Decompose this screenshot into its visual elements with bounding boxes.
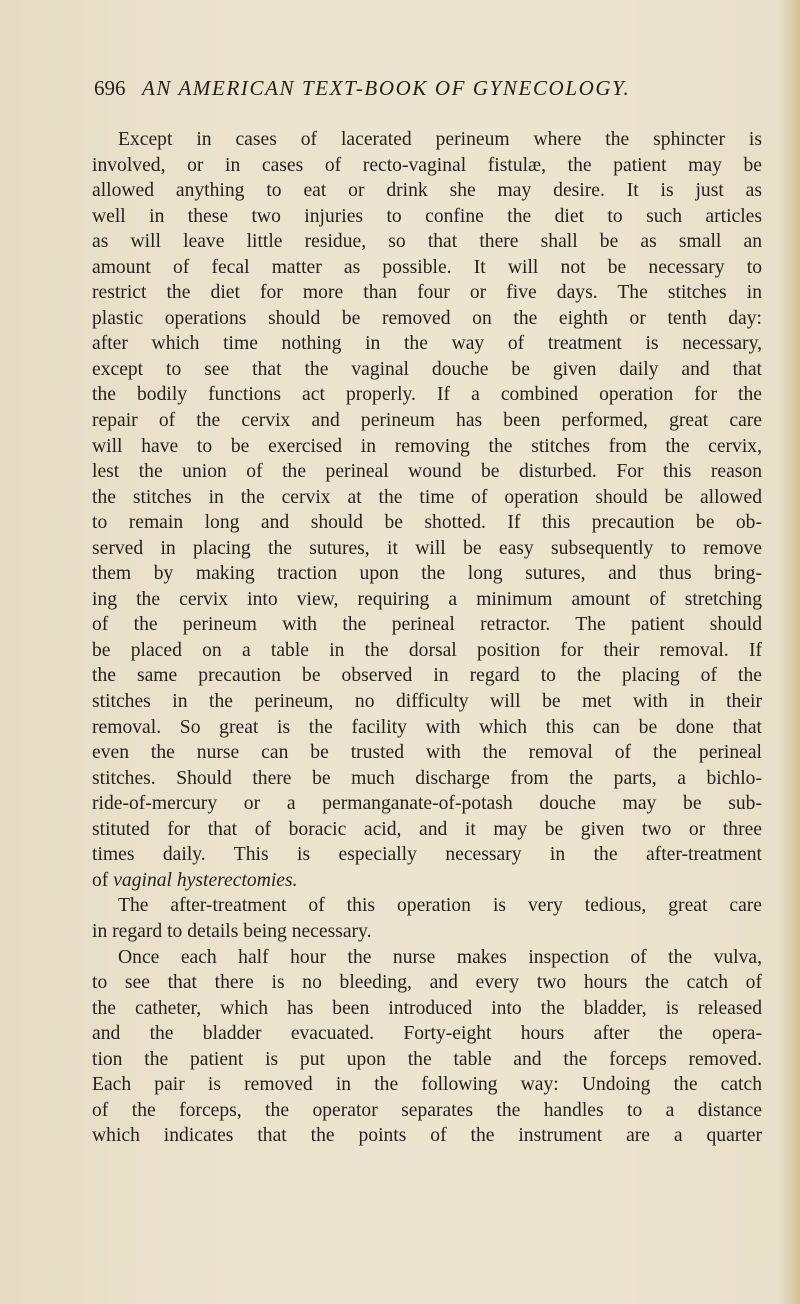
text-line: The after-treatment of this operation is very tedious, great care — [118, 895, 762, 917]
text-line: in regard to details being necessary. — [92, 920, 372, 942]
text-line: after which time nothing in the way of treatment is necessary, — [92, 333, 762, 355]
text-line: as will leave little residue, so that there shall be as small an — [92, 231, 762, 253]
text-line: ing the cervix into view, requiring a minimum amount of stretching — [92, 588, 762, 610]
text-line: of the forceps, the operator separates the handles to a distance — [92, 1099, 762, 1121]
text-line: repair of the cervix and perineum has been performed, great care — [92, 410, 762, 432]
page-edge-shadow — [778, 0, 800, 1304]
text-line: restrict the diet for more than four or five days. The stitches in — [92, 282, 762, 304]
running-header — [94, 76, 734, 101]
text-line: times daily. This is especially necessary in the after-treatment — [92, 844, 762, 866]
text-line: stitches. Should there be much discharge from the parts, a bichlo- — [92, 767, 762, 789]
text-line: be placed on a table in the dorsal position for their removal. If — [92, 639, 762, 661]
text-line: of the perineum with the perineal retractor. The patient should — [92, 614, 762, 636]
text-line: the stitches in the cervix at the time of operation should be allowed — [92, 486, 762, 508]
text-line: to see that there is no bleeding, and every two hours the catch of — [92, 972, 762, 994]
text-line — [92, 868, 762, 894]
text-line: Each pair is removed in the following way: Undoing the catch — [92, 1074, 762, 1096]
text-line: Once each half hour the nurse makes inspection of the vulva, — [118, 946, 762, 968]
text-line: Except in cases of lacerated perineum where the sphincter is — [118, 129, 762, 150]
text-line: involved, or in cases of recto-vaginal fistulæ, the patient may be — [92, 154, 762, 176]
text-line: even the nurse can be trusted with the removal of the perineal — [92, 742, 762, 764]
text-line: to remain long and should be shotted. If this precaution be ob- — [92, 512, 762, 534]
text-line: tion the patient is put upon the table and the forceps removed. — [92, 1048, 762, 1070]
text-line: and the bladder evacuated. Forty-eight hours after the opera- — [92, 1023, 762, 1045]
text-line: plastic operations should be removed on the eighth or tenth day: — [92, 307, 762, 329]
italic-term: vaginal hysterectomies. — [113, 869, 298, 891]
text-line: the same precaution be observed in regard to the placing of the — [92, 665, 762, 687]
text-line: amount of fecal matter as possible. It will not be necessary to — [92, 256, 762, 278]
text-line: them by making traction upon the long sutures, and thus bring- — [92, 563, 762, 585]
text-line: stituted for that of boracic acid, and it may be given two or three — [92, 818, 762, 840]
text-line: will have to be exercised in removing the stitches from the cervix, — [92, 435, 762, 457]
text-line: ride-of-mercury or a permanganate-of-potash douche may be sub- — [92, 793, 762, 815]
text-line-prefix: of — [92, 869, 114, 891]
text-line: stitches in the perineum, no difficulty will be met with in their — [92, 691, 762, 713]
text-line: except to see that the vaginal douche be given daily and that — [92, 358, 762, 380]
text-line: well in these two injuries to confine the diet to such articles — [92, 205, 762, 227]
text-line: the catheter, which has been introduced into the bladder, is released — [92, 997, 762, 1019]
running-title: AN AMERICAN TEXT-BOOK OF GYNECOLOGY. — [142, 76, 631, 100]
text-line: which indicates that the points of the instrument are a quarter — [92, 1125, 762, 1147]
text-line: removal. So great is the facility with which this can be done that — [92, 716, 762, 738]
text-line: allowed anything to eat or drink she may desire. It is just as — [92, 180, 762, 202]
page-number: 696 — [94, 76, 126, 100]
text-line: the bodily functions act properly. If a combined operation for the — [92, 384, 762, 406]
text-line: served in placing the sutures, it will be easy subsequently to remove — [92, 537, 762, 559]
body-text — [92, 127, 762, 1149]
text-line: lest the union of the perineal wound be disturbed. For this reason — [92, 461, 762, 483]
